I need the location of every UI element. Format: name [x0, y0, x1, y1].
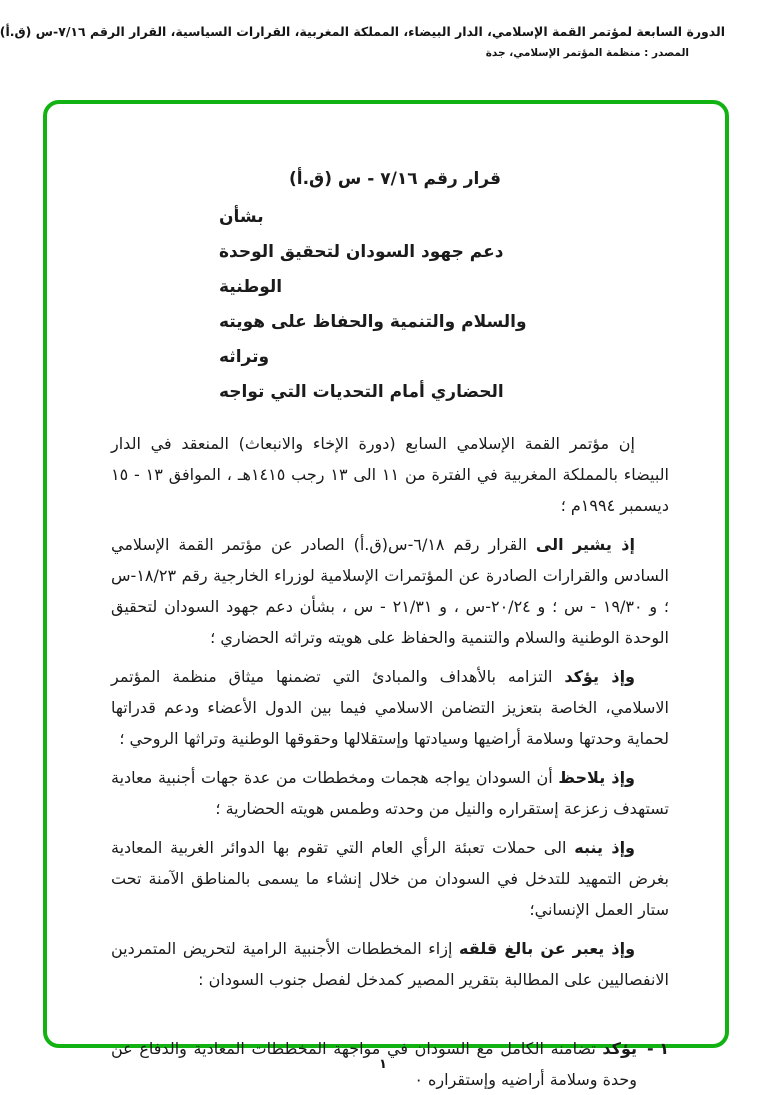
header-citation-line: الدورة السابعة لمؤتمر القمة الإسلامي، الدار البيضاء، المملكة المغربية، القرارات السياسية، القرار الرقم ٧/١٦-س (ق.أ) [0, 24, 725, 39]
title-subject-line-2: والسلام والتنمية والحفاظ على هويته وتراثه [219, 312, 527, 367]
resolution-title-block [219, 162, 571, 410]
paragraph-recalling [111, 529, 669, 653]
document-header [1, 24, 765, 59]
resolution-number-line: قرار رقم ٧/١٦ - س (ق.أ) [288, 169, 502, 189]
paragraph-lead: إذ يشير الى [535, 535, 635, 554]
item-text: تضامنه الكامل مع السودان في مواجهة المخططات المعادية والدفاع عن وحدة وسلامة أراضيه وإستقراره ٠ [111, 1039, 638, 1089]
paragraph-affirming [111, 661, 669, 754]
page-number: ١ [379, 1057, 387, 1072]
paragraph-text: إن مؤتمر القمة الإسلامي السابع (دورة الإخاء والانبعاث) المنعقد في الدار البيضاء بالمملكة المغربية في الفترة من ١١ الى ١٣ رجب ١٤١٥هـ ، الموافق ١٣ - ١٥ ديسمبر ١٩٩٤م ؛ [111, 434, 670, 515]
paragraph-text: أن السودان يواجه هجمات ومخططات من عدة جهات أجنبية معادية تستهدف زعزعة إستقراره والنيل من وحدته وطمس هويته الحضارية ؛ [111, 768, 669, 818]
paragraph-alerting [111, 832, 669, 925]
document-border [43, 100, 729, 1089]
paragraph-text: الى حملات تعبئة الرأي العام التي تقوم بها الدوائر الغربية المعادية بغرض التمهيد للتدخل في السودان من خلال إنشاء ما يسمى بالمناطق الآمنة تحت ستار العمل الإنساني؛ [111, 838, 669, 919]
title-subject-line-3: الحضاري أمام التحديات التي تواجه [219, 382, 504, 402]
paragraph-preamble [111, 428, 669, 521]
paragraph-lead: وإذ يعبر عن بالغ قلقه [459, 939, 636, 958]
document-body [111, 428, 669, 1095]
item-lead: يؤكد [602, 1039, 638, 1058]
paragraph-text: التزامه بالأهداف والمبادئ التي تضمنها ميثاق منظمة المؤتمر الاسلامي، الخاصة بتعزيز التضامن الاسلامي فيما بين الدول الأعضاء ودعم قدراتها لحماية وحدتها وسلامة أراضيها وسيادتها وإستقلالها وحقوقها الوطنية وتراثها الروحي ؛ [111, 667, 669, 748]
paragraph-text: إزاء المخططات الأجنبية الرامية لتحريض المتمردين الانفصاليين على المطالبة بتقرير المصير كمدخل لفصل جنوب السودان : [111, 939, 669, 989]
paragraph-expressing-concern [111, 933, 669, 995]
header-source-line: المصدر : منظمة المؤتمر الإسلامي، جدة [485, 47, 689, 59]
title-regarding-line: بشأن [219, 207, 264, 227]
paragraph-noting [111, 762, 669, 824]
paragraph-lead: وإذ ينبه [574, 838, 635, 857]
title-subject-line-1: دعم جهود السودان لتحقيق الوحدة الوطنية [219, 242, 504, 297]
paragraph-lead: وإذ يلاحظ [558, 768, 635, 787]
paragraph-lead: وإذ يؤكد [564, 667, 635, 686]
item-number: ١ - [647, 1039, 669, 1058]
paragraph-text: القرار رقم ٦/١٨-س(ق.أ) الصادر عن مؤتمر القمة الإسلامي السادس والقرارات الصادرة عن المؤتمرات الإسلامية لوزراء الخارجية رقم ١٨/٢٣-س ؛ و ١٩/٣٠ - س ؛ و ٢٠/٢٤-س ، و ٢١/٣١ - س ، بشأن دعم جهود السودان لتحقيق الوحدة الوطنية والسلام والتنمية والحفاظ على هويته وتراثه الحضاري ؛ [111, 535, 670, 647]
